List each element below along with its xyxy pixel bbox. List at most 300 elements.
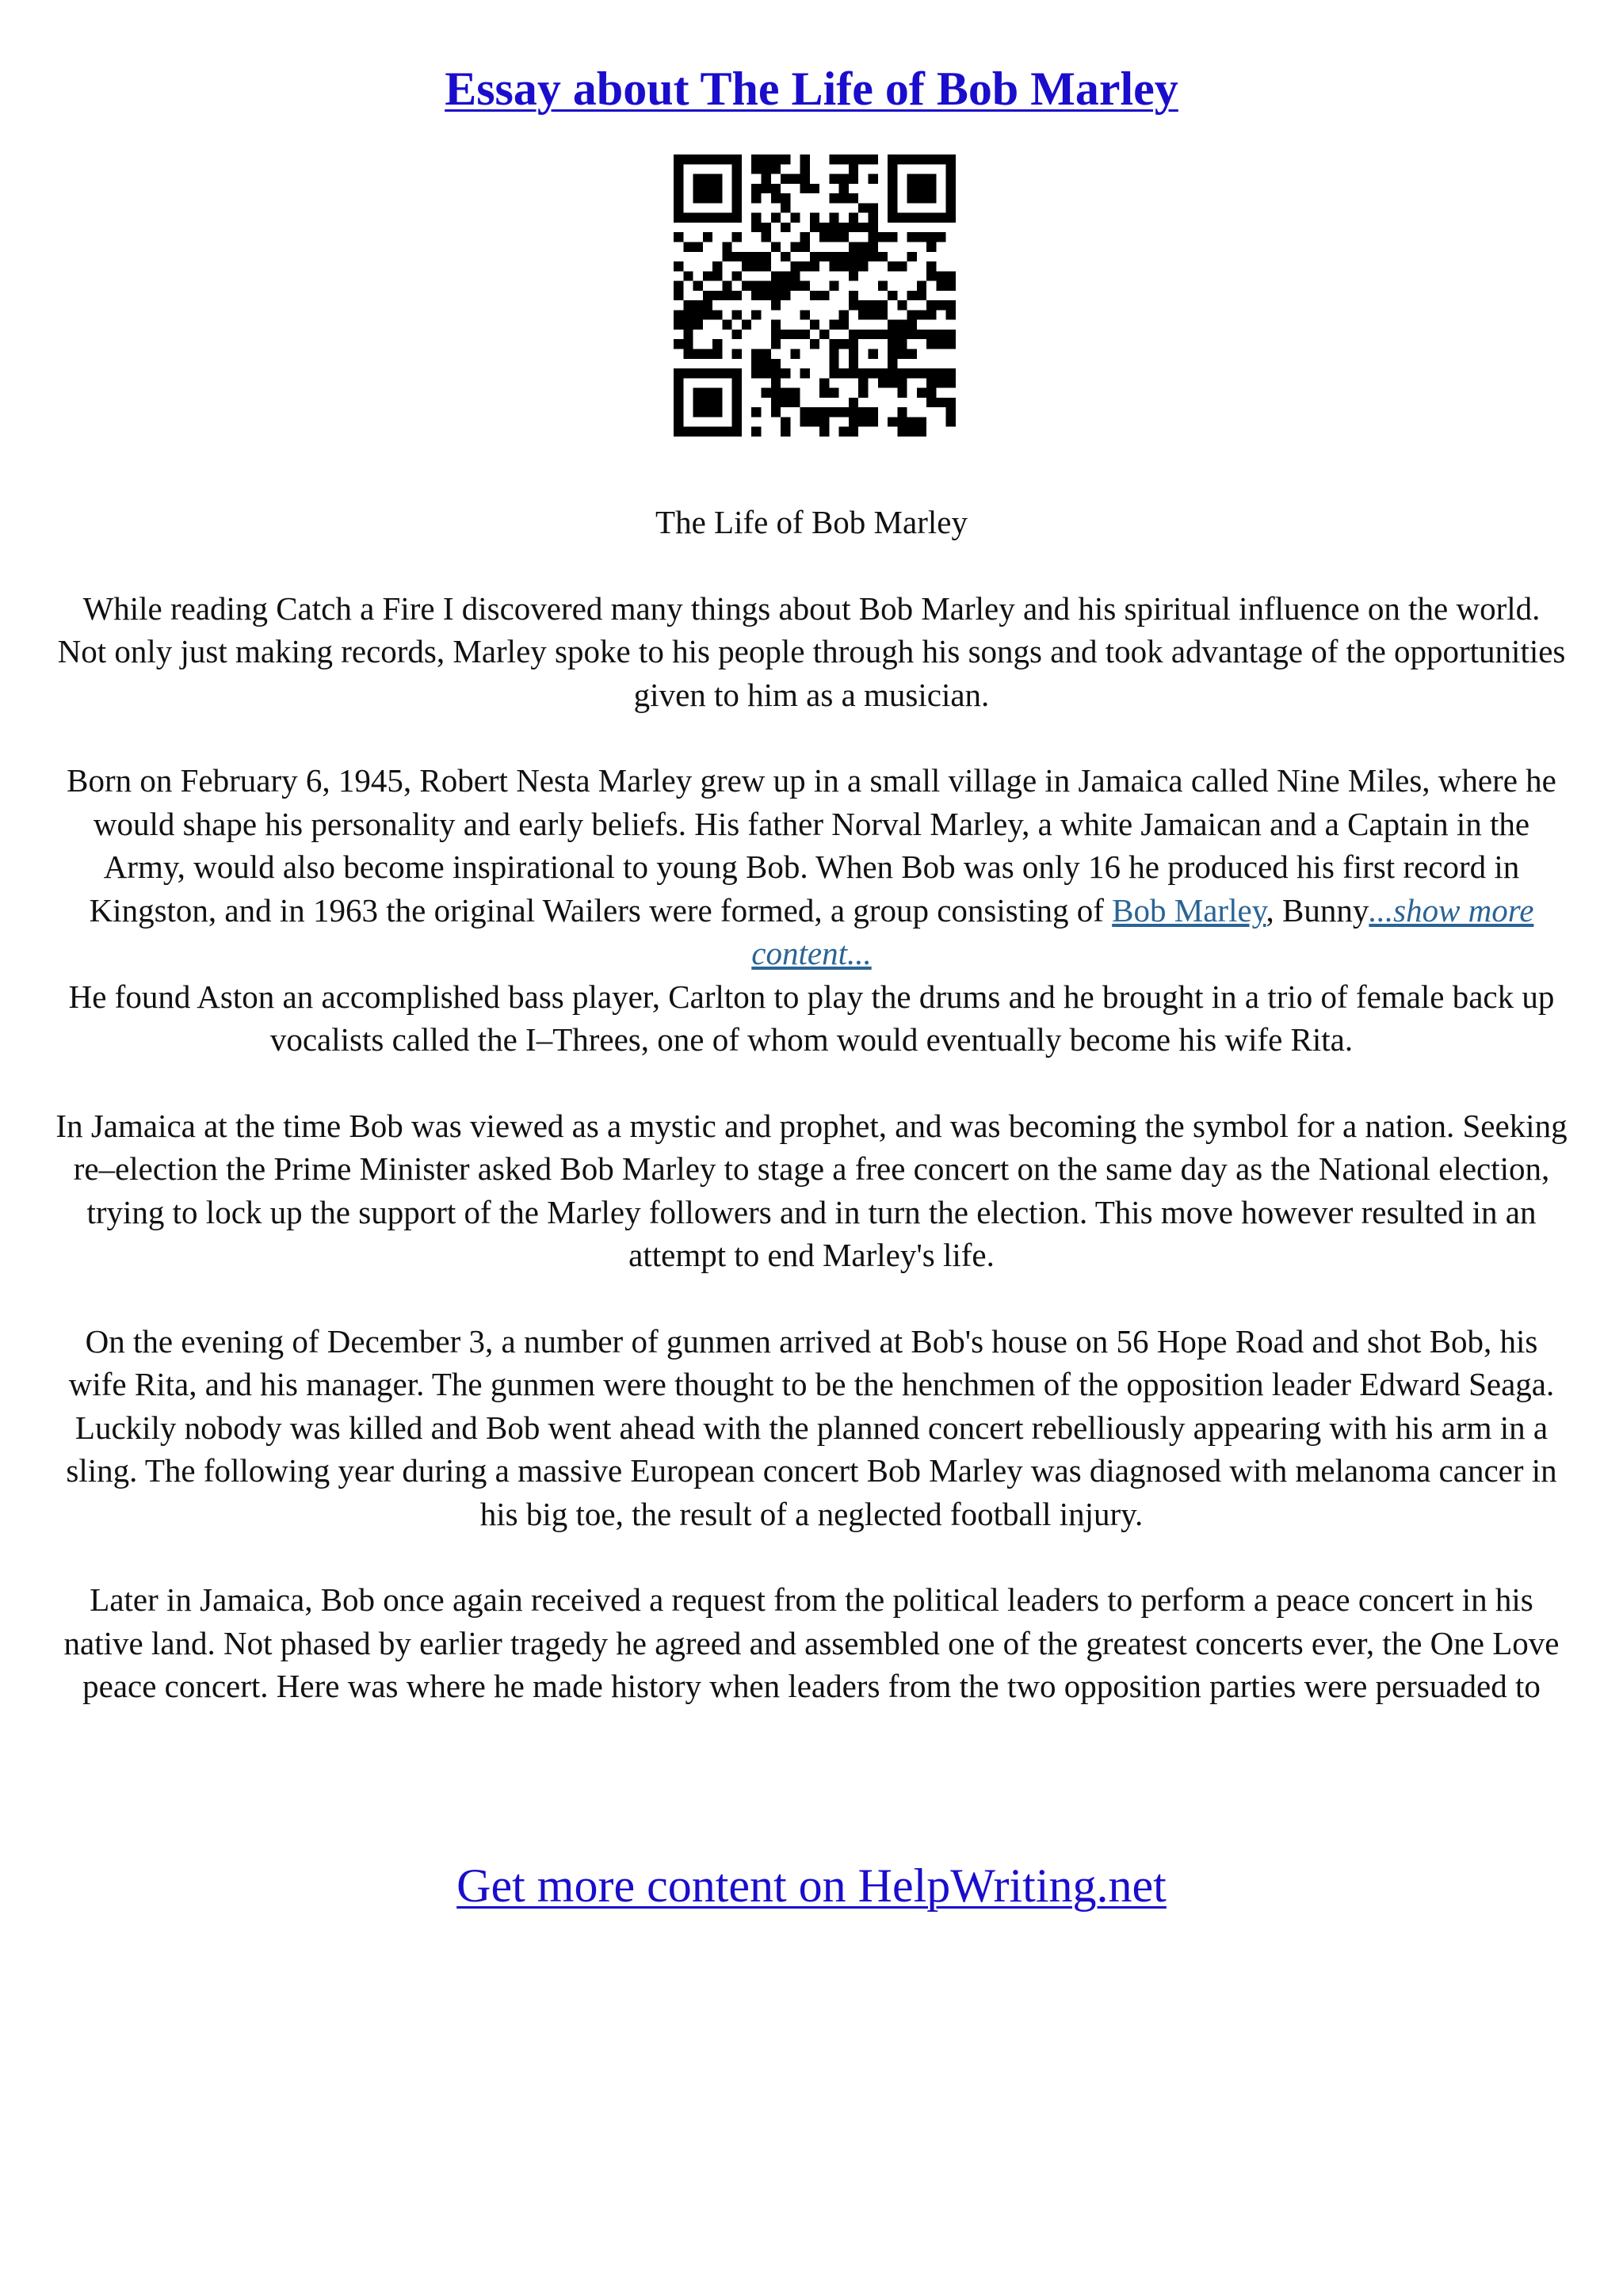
qr-module [683, 242, 693, 251]
qr-module [907, 193, 917, 203]
qr-module [703, 368, 712, 378]
qr-module [917, 291, 926, 300]
qr-module [761, 281, 770, 291]
qr-module [790, 281, 800, 291]
qr-module [693, 320, 703, 330]
qr-module [897, 154, 907, 164]
qr-module [674, 232, 683, 242]
qr-module [849, 271, 858, 280]
qr-module [858, 378, 868, 387]
qr-module [869, 407, 878, 417]
qr-module [907, 252, 917, 261]
qr-module [693, 427, 703, 437]
qr-module [703, 300, 712, 310]
qr-module [674, 261, 683, 271]
qr-module [712, 310, 722, 319]
bob-marley-link[interactable]: Bob Marley [1112, 891, 1266, 929]
qr-module [917, 368, 926, 378]
qr-module [790, 213, 800, 223]
qr-module [888, 203, 897, 212]
qr-module [907, 320, 917, 330]
qr-module [849, 417, 858, 426]
qr-module [683, 154, 693, 164]
qr-module [790, 271, 800, 280]
qr-module [732, 174, 742, 184]
qr-module [703, 184, 712, 193]
qr-module [839, 368, 849, 378]
qr-module [781, 368, 790, 378]
qr-module [907, 291, 917, 300]
qr-module [761, 184, 770, 193]
qr-module [858, 417, 868, 426]
qr-module [703, 271, 712, 280]
qr-module [858, 407, 868, 417]
qr-module [869, 213, 878, 223]
qr-module [683, 213, 693, 223]
qr-module [926, 184, 936, 193]
qr-module [917, 232, 926, 242]
qr-module [712, 154, 722, 164]
qr-module [858, 261, 868, 271]
qr-module [790, 261, 800, 271]
qr-module [703, 349, 712, 359]
qr-module [878, 330, 888, 339]
qr-module [674, 184, 683, 193]
qr-module [917, 184, 926, 193]
qr-module [829, 223, 838, 232]
qr-module [732, 368, 742, 378]
qr-module [829, 407, 838, 417]
qr-module [810, 223, 819, 232]
qr-module [771, 320, 781, 330]
qr-module [712, 261, 722, 271]
qr-module [869, 232, 878, 242]
qr-module [712, 193, 722, 203]
qr-module [771, 378, 781, 387]
paragraph-peace-concert: Later in Jamaica, Bob once again received a request from the political leaders to perform a peace concert in his native land. Not phased by earlier tragedy he agreed and assembled one of the greatest concerts ever, the One Love peace concert. Here was where he made history when leaders from the two opposition parties were persuaded to [63, 1581, 1560, 1704]
qr-module [732, 330, 742, 339]
qr-module [926, 213, 936, 223]
qr-module [751, 281, 761, 291]
qr-module [907, 154, 917, 164]
qr-module [703, 407, 712, 417]
qr-module [839, 310, 849, 319]
qr-module [829, 252, 838, 261]
qr-module [674, 407, 683, 417]
qr-module [819, 388, 829, 398]
qr-module [869, 330, 878, 339]
qr-module [790, 398, 800, 407]
qr-module [732, 310, 742, 319]
qr-module [897, 320, 907, 330]
qr-module [761, 154, 770, 164]
qr-module [781, 193, 790, 203]
qr-module [693, 310, 703, 319]
qr-module [858, 310, 868, 319]
qr-module [674, 417, 683, 426]
qr-module [732, 164, 742, 174]
qr-module [761, 223, 770, 232]
qr-module [917, 417, 926, 426]
qr-module [703, 291, 712, 300]
qr-module [888, 232, 897, 242]
qr-module [917, 154, 926, 164]
qr-module [936, 330, 945, 339]
qr-module [849, 330, 858, 339]
qr-module [849, 164, 858, 174]
qr-module [897, 427, 907, 437]
qr-module [732, 388, 742, 398]
qr-module [888, 330, 897, 339]
qr-module [771, 398, 781, 407]
qr-module [819, 330, 829, 339]
qr-module [781, 291, 790, 300]
qr-module [839, 154, 849, 164]
get-more-content [0, 1854, 1623, 1917]
qr-module [849, 300, 858, 310]
qr-module [897, 417, 907, 426]
qr-module [829, 339, 838, 349]
qr-module [839, 193, 849, 203]
qr-module [858, 252, 868, 261]
qr-module [926, 242, 936, 251]
qr-module [926, 378, 936, 387]
qr-module [878, 281, 888, 291]
qr-module [712, 213, 722, 223]
qr-code-image [674, 154, 956, 437]
qr-module [742, 320, 751, 330]
qr-module [771, 330, 781, 339]
qr-module [771, 359, 781, 368]
qr-module [858, 368, 868, 378]
qr-module [732, 184, 742, 193]
qr-module [839, 261, 849, 271]
qr-module [858, 330, 868, 339]
qr-module [888, 213, 897, 223]
qr-module [732, 252, 742, 261]
qr-module [936, 398, 945, 407]
qr-module [722, 252, 731, 261]
qr-module [771, 339, 781, 349]
qr-module [771, 271, 781, 280]
qr-module [839, 223, 849, 232]
qr-module [936, 281, 945, 291]
qr-module [693, 184, 703, 193]
qr-module [946, 310, 956, 319]
essay-title-link[interactable]: Essay about The Life of Bob Marley [445, 63, 1178, 115]
qr-module [712, 339, 722, 349]
qr-module [674, 368, 683, 378]
qr-module [790, 174, 800, 184]
qr-module [858, 223, 868, 232]
qr-module [781, 417, 790, 426]
qr-module [869, 252, 878, 261]
qr-module [839, 339, 849, 349]
qr-module [819, 427, 829, 437]
qr-module [869, 368, 878, 378]
qr-module [683, 310, 693, 319]
qr-module [693, 154, 703, 164]
qr-module [674, 388, 683, 398]
qr-module [771, 291, 781, 300]
qr-module [849, 291, 858, 300]
qr-module [926, 398, 936, 407]
qr-module [946, 184, 956, 193]
qr-module [712, 291, 722, 300]
qr-module [917, 330, 926, 339]
qr-module [839, 427, 849, 437]
qr-module [829, 388, 838, 398]
paragraph-birth-text: Born on February 6, 1945, Robert Nesta Marley grew up in a small village in Jamaica called Nine Miles, where he would shape his personality and early beliefs. His father Norval Marley, a white Jamaican and a Captain in the Army, would also become inspirational to young Bob. When Bob was only 16 he produced his first record in Kingston, and in 1963 the original Wailers were formed, a group consisting of [67, 762, 1556, 929]
qr-module [800, 184, 810, 193]
qr-module [781, 330, 790, 339]
qr-module [839, 174, 849, 184]
qr-module [888, 339, 897, 349]
qr-module [839, 232, 849, 242]
get-more-content-link[interactable]: Get more content on HelpWriting.net [456, 1859, 1167, 1912]
qr-module [849, 261, 858, 271]
qr-module [732, 378, 742, 387]
qr-module [703, 193, 712, 203]
qr-module [849, 223, 858, 232]
qr-module [781, 427, 790, 437]
qr-module [849, 174, 858, 184]
qr-module [907, 232, 917, 242]
qr-module [917, 193, 926, 203]
qr-module [683, 330, 693, 339]
qr-module [869, 349, 878, 359]
qr-module [946, 213, 956, 223]
qr-module [751, 310, 761, 319]
qr-module [829, 232, 838, 242]
qr-module [810, 320, 819, 330]
qr-module [732, 349, 742, 359]
qr-module [732, 203, 742, 212]
qr-module [800, 154, 810, 164]
qr-module [917, 213, 926, 223]
qr-module [907, 349, 917, 359]
qr-module [888, 368, 897, 378]
qr-module [897, 339, 907, 349]
qr-module [693, 388, 703, 398]
qr-module [771, 242, 781, 251]
qr-module [722, 154, 731, 164]
paragraph-birth-tail: , Bunny [1266, 891, 1369, 929]
qr-module [722, 291, 731, 300]
qr-module [907, 184, 917, 193]
qr-module [683, 368, 693, 378]
qr-module [771, 300, 781, 310]
qr-module [926, 339, 936, 349]
qr-module [926, 388, 936, 398]
qr-module [946, 330, 956, 339]
qr-module [732, 398, 742, 407]
qr-module [732, 213, 742, 223]
qr-module [917, 310, 926, 319]
qr-module [839, 184, 849, 193]
qr-module [849, 242, 858, 251]
qr-module [800, 330, 810, 339]
qr-module [751, 368, 761, 378]
qr-module [703, 388, 712, 398]
paragraph-band: He found Aston an accomplished bass player, Carlton to play the drums and he brought in a trio of female back up vocalists called the I–Threes, one of whom would eventually become his wife Rita. [68, 978, 1555, 1058]
qr-module [810, 213, 819, 223]
qr-module [946, 300, 956, 310]
qr-module [712, 184, 722, 193]
qr-module [800, 164, 810, 174]
qr-module [742, 281, 751, 291]
qr-module [849, 349, 858, 359]
essay-title [0, 57, 1623, 120]
qr-module [800, 261, 810, 271]
qr-module [810, 252, 819, 261]
qr-module [674, 203, 683, 212]
qr-module [936, 271, 945, 280]
qr-module [732, 291, 742, 300]
qr-module [907, 330, 917, 339]
qr-module [703, 213, 712, 223]
qr-module [907, 174, 917, 184]
qr-module [926, 154, 936, 164]
qr-module [751, 193, 761, 203]
qr-module [732, 407, 742, 417]
qr-module [771, 213, 781, 223]
qr-module [674, 320, 683, 330]
qr-module [897, 349, 907, 359]
qr-module [869, 417, 878, 426]
qr-module [712, 407, 722, 417]
qr-module [810, 261, 819, 271]
qr-module [771, 407, 781, 417]
qr-module [674, 427, 683, 437]
qr-module [878, 232, 888, 242]
qr-module [693, 281, 703, 291]
qr-module [751, 291, 761, 300]
qr-module [751, 349, 761, 359]
qr-module [771, 154, 781, 164]
qr-module [751, 359, 761, 368]
qr-module [858, 242, 868, 251]
qr-module [926, 300, 936, 310]
qr-module [858, 203, 868, 212]
qr-module [897, 300, 907, 310]
qr-module [800, 407, 810, 417]
qr-module [771, 164, 781, 174]
qr-module [771, 184, 781, 193]
qr-module [761, 388, 770, 398]
qr-module [869, 310, 878, 319]
qr-module [810, 339, 819, 349]
qr-module [712, 349, 722, 359]
qr-module [946, 378, 956, 387]
qr-module [907, 310, 917, 319]
qr-module [946, 398, 956, 407]
qr-module [712, 388, 722, 398]
qr-module [732, 193, 742, 203]
qr-module [781, 388, 790, 398]
qr-module [897, 388, 907, 398]
qr-module [907, 417, 917, 426]
qr-module [897, 368, 907, 378]
qr-module [946, 164, 956, 174]
paragraph-election: In Jamaica at the time Bob was viewed as a mystic and prophet, and was becoming the symbol for a nation. Seeking re–election the Prime Minister asked Bob Marley to stage a free concert on the same day as the National election, trying to lock up the support of the Marley followers and in turn the election. This move however resulted in an attempt to end Marley's life. [55, 1107, 1568, 1273]
qr-module [946, 174, 956, 184]
qr-module [674, 164, 683, 174]
qr-module [936, 300, 945, 310]
qr-module [712, 368, 722, 378]
qr-module [722, 281, 731, 291]
qr-module [722, 427, 731, 437]
qr-module [819, 417, 829, 426]
qr-module [761, 232, 770, 242]
qr-module [917, 427, 926, 437]
qr-module [849, 427, 858, 437]
qr-module [674, 213, 683, 223]
qr-module [888, 261, 897, 271]
qr-module [888, 320, 897, 330]
qr-module [829, 368, 838, 378]
qr-module [742, 261, 751, 271]
qr-module [674, 291, 683, 300]
qr-module [742, 252, 751, 261]
qr-module [703, 154, 712, 164]
qr-module [849, 407, 858, 417]
qr-module [926, 368, 936, 378]
qr-module [674, 193, 683, 203]
qr-module [674, 378, 683, 387]
qr-module [800, 368, 810, 378]
qr-module [829, 213, 838, 223]
qr-module [674, 310, 683, 319]
qr-module [878, 368, 888, 378]
qr-module [897, 378, 907, 387]
qr-module [936, 378, 945, 387]
qr-module [703, 232, 712, 242]
qr-module [819, 252, 829, 261]
qr-module [839, 252, 849, 261]
qr-module [888, 291, 897, 300]
qr-module [849, 359, 858, 368]
qr-module [674, 281, 683, 291]
qr-module [849, 213, 858, 223]
qr-module [693, 174, 703, 184]
qr-module [712, 427, 722, 437]
qr-module [732, 154, 742, 164]
qr-module [849, 398, 858, 407]
show-more-content-link[interactable]: ...show more content... [751, 891, 1534, 971]
qr-module [751, 252, 761, 261]
qr-module [781, 174, 790, 184]
paragraph-intro: While reading Catch a Fire I discovered many things about Bob Marley and his spiritual influence on the world. Not only just making records, Marley spoke to his people through his songs and took advantage of the opportunities given to him as a musician. [57, 589, 1566, 713]
qr-module [946, 368, 956, 378]
qr-module [946, 417, 956, 426]
qr-module [917, 388, 926, 398]
qr-module [829, 154, 838, 164]
qr-module [800, 417, 810, 426]
qr-module [761, 252, 770, 261]
qr-module [693, 242, 703, 251]
qr-module [946, 203, 956, 212]
qr-module [829, 174, 838, 184]
qr-module [674, 154, 683, 164]
qr-module [819, 291, 829, 300]
qr-module [829, 261, 838, 271]
qr-module [751, 154, 761, 164]
qr-module [722, 213, 731, 223]
qr-module [732, 417, 742, 426]
qr-module [946, 281, 956, 291]
qr-module [761, 164, 770, 174]
